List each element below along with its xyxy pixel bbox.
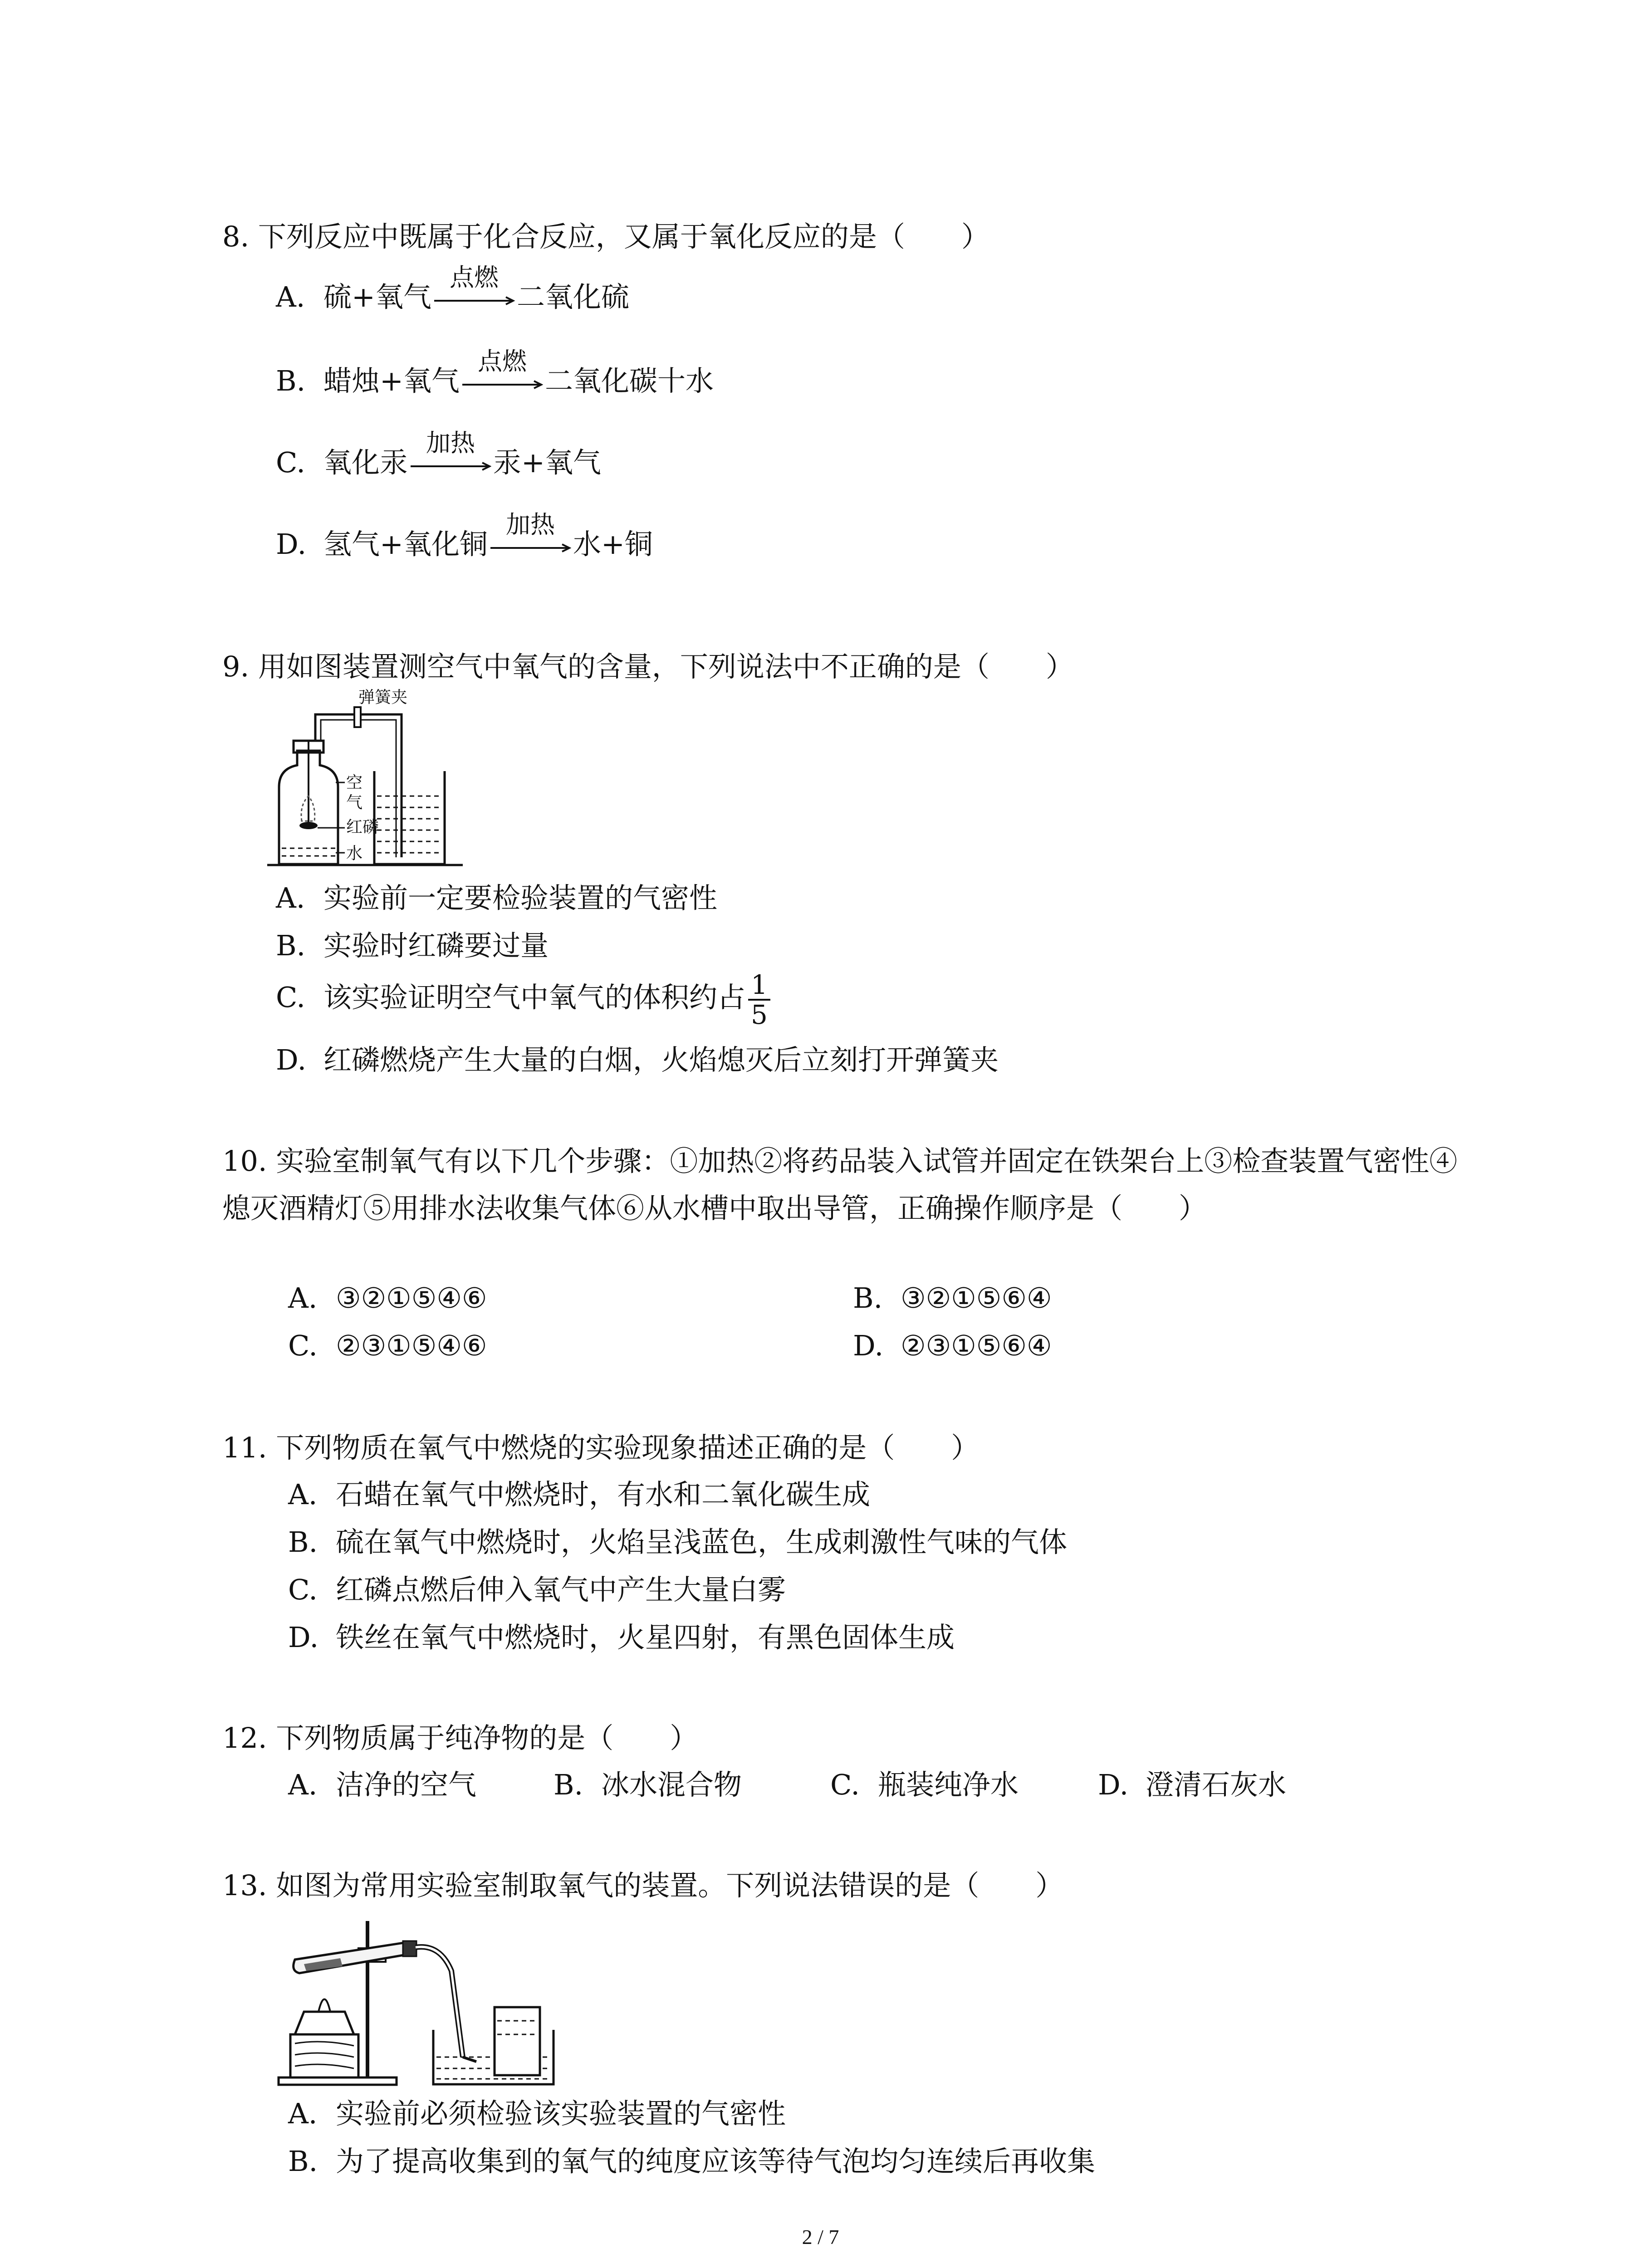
option-text: 澄清石灰水 xyxy=(1146,1768,1287,1801)
reaction-condition: 加热 xyxy=(505,510,555,539)
label-air-2: 气 xyxy=(346,793,363,812)
option-text: ③②①⑤④⑥ xyxy=(336,1281,487,1315)
q12-stem: 12. 下列物质属于纯净物的是（ ） xyxy=(222,1721,698,1755)
option-key: C. xyxy=(830,1768,860,1801)
q10-option-b xyxy=(853,1276,1052,1321)
products: 水+铜 xyxy=(573,528,653,561)
products: 二氧化碳十水 xyxy=(544,364,714,397)
q8-option-c xyxy=(276,428,601,485)
fraction xyxy=(748,971,770,1029)
q12-option-a xyxy=(288,1762,476,1808)
option-text: 该实验证明空气中氧气的体积约占 xyxy=(323,981,746,1014)
label-clip: 弹簧夹 xyxy=(358,688,408,707)
q9-option-c xyxy=(276,971,770,1029)
label-air-1: 空 xyxy=(346,773,363,792)
products: 二氧化硫 xyxy=(516,280,629,313)
q8-stem: 8. 下列反应中既属于化合反应，又属于氧化反应的是（ ） xyxy=(222,220,989,253)
option-key: B. xyxy=(853,1281,883,1315)
option-text: ②③①⑤④⑥ xyxy=(336,1329,487,1362)
option-key: B. xyxy=(288,1525,318,1559)
q11-option-b xyxy=(288,1520,1067,1565)
q9-option-a xyxy=(276,875,717,921)
option-text: 硫在氧气中燃烧时，火焰呈浅蓝色，生成刺激性气味的气体 xyxy=(336,1525,1068,1559)
option-key: A. xyxy=(288,1478,318,1511)
oxygen-preparation-apparatus-figure xyxy=(277,1907,576,2089)
q11-stem: 11. 下列物质在氧气中燃烧的实验现象描述正确的是（ ） xyxy=(222,1431,980,1464)
fraction-denominator: 5 xyxy=(751,999,768,1030)
q13-option-a xyxy=(288,2091,786,2136)
option-key: D. xyxy=(276,1043,307,1076)
products: 汞+氧气 xyxy=(493,446,601,479)
option-text: 实验前一定要检验装置的气密性 xyxy=(323,881,718,914)
q9-option-d xyxy=(276,1037,999,1083)
q9-stem: 9. 用如图装置测空气中氧气的含量，下列说法中不正确的是（ ） xyxy=(222,650,1074,683)
option-text: 实验时红磷要过量 xyxy=(323,929,549,962)
option-key: A. xyxy=(288,1768,318,1801)
q10-option-d xyxy=(853,1323,1052,1369)
option-text: 石蜡在氧气中燃烧时，有水和二氧化碳生成 xyxy=(336,1478,871,1511)
q8-option-d xyxy=(276,510,653,567)
q8-option-b xyxy=(276,347,714,404)
q11-option-a xyxy=(288,1472,870,1517)
q11-option-d xyxy=(288,1615,955,1660)
option-key: B. xyxy=(288,2145,318,2178)
option-key: C. xyxy=(288,1329,318,1362)
q9-option-b xyxy=(276,923,549,968)
reactants: 蜡烛+氧气 xyxy=(323,364,460,397)
option-text: 红磷燃烧产生大量的白烟，火焰熄灭后立刻打开弹簧夹 xyxy=(323,1043,999,1076)
option-key: C. xyxy=(276,446,305,479)
reaction-arrow xyxy=(433,263,515,313)
q8-option-a xyxy=(276,263,629,320)
page-number: 2 / 7 xyxy=(802,2225,839,2248)
option-key: A. xyxy=(276,881,305,914)
reaction-condition: 点燃 xyxy=(477,347,527,376)
option-text: 实验前必须检验该实验装置的气密性 xyxy=(336,2097,786,2130)
reactants: 硫+氧气 xyxy=(323,280,431,313)
q10-option-a xyxy=(288,1276,487,1321)
option-text: 铁丝在氧气中燃烧时，火星四射，有黑色固体生成 xyxy=(336,1621,955,1654)
reactants: 氢气+氧化铜 xyxy=(323,528,488,561)
q12-option-c xyxy=(830,1762,1019,1808)
option-text: ②③①⑤⑥④ xyxy=(901,1329,1052,1362)
option-key: D. xyxy=(1098,1768,1129,1801)
air-oxygen-apparatus-figure xyxy=(265,687,470,869)
option-text: 为了提高收集到的氧气的纯度应该等待气泡均匀连续后再收集 xyxy=(336,2145,1096,2178)
reaction-arrow xyxy=(490,510,571,560)
q10-option-c xyxy=(288,1323,487,1369)
q12-option-b xyxy=(554,1762,742,1808)
reaction-condition: 点燃 xyxy=(449,263,499,292)
option-key: C. xyxy=(276,981,305,1014)
option-key: B. xyxy=(276,929,306,962)
option-text: 瓶装纯净水 xyxy=(878,1768,1019,1801)
label-phosphorus: 红磷 xyxy=(346,818,379,836)
option-key: D. xyxy=(853,1329,884,1362)
reaction-arrow xyxy=(410,428,491,479)
reactants: 氧化汞 xyxy=(323,446,408,479)
option-text: 洁净的空气 xyxy=(336,1768,477,1801)
option-key: B. xyxy=(276,364,306,397)
fraction-numerator: 1 xyxy=(748,971,770,1001)
q11-option-c xyxy=(288,1567,786,1613)
reaction-arrow xyxy=(461,347,543,397)
option-text: ③②①⑤⑥④ xyxy=(901,1281,1052,1315)
q10-stem: 10. 实验室制氧气有以下几个步骤：①加热②将药品装入试管并固定在铁架台上③检查装置气密性④熄灭酒精灯⑤用排水法收集气体⑥从水槽中取出导管，正确操作顺序是（ ） xyxy=(222,1144,1458,1225)
label-water: 水 xyxy=(346,844,363,863)
option-key: B. xyxy=(554,1768,583,1801)
option-key: C. xyxy=(288,1573,318,1606)
q13-option-b xyxy=(288,2139,1095,2184)
q13-stem: 13. 如图为常用实验室制取氧气的装置。下列说法错误的是（ ） xyxy=(222,1869,1064,1902)
option-key: A. xyxy=(288,1281,318,1315)
option-text: 冰水混合物 xyxy=(601,1768,742,1801)
q12-option-d xyxy=(1098,1762,1286,1808)
option-text: 红磷点燃后伸入氧气中产生大量白雾 xyxy=(336,1573,786,1606)
option-key: A. xyxy=(288,2097,318,2130)
option-key: D. xyxy=(276,528,307,561)
reaction-condition: 加热 xyxy=(426,428,475,457)
option-key: D. xyxy=(288,1621,319,1654)
option-key: A. xyxy=(276,280,305,313)
